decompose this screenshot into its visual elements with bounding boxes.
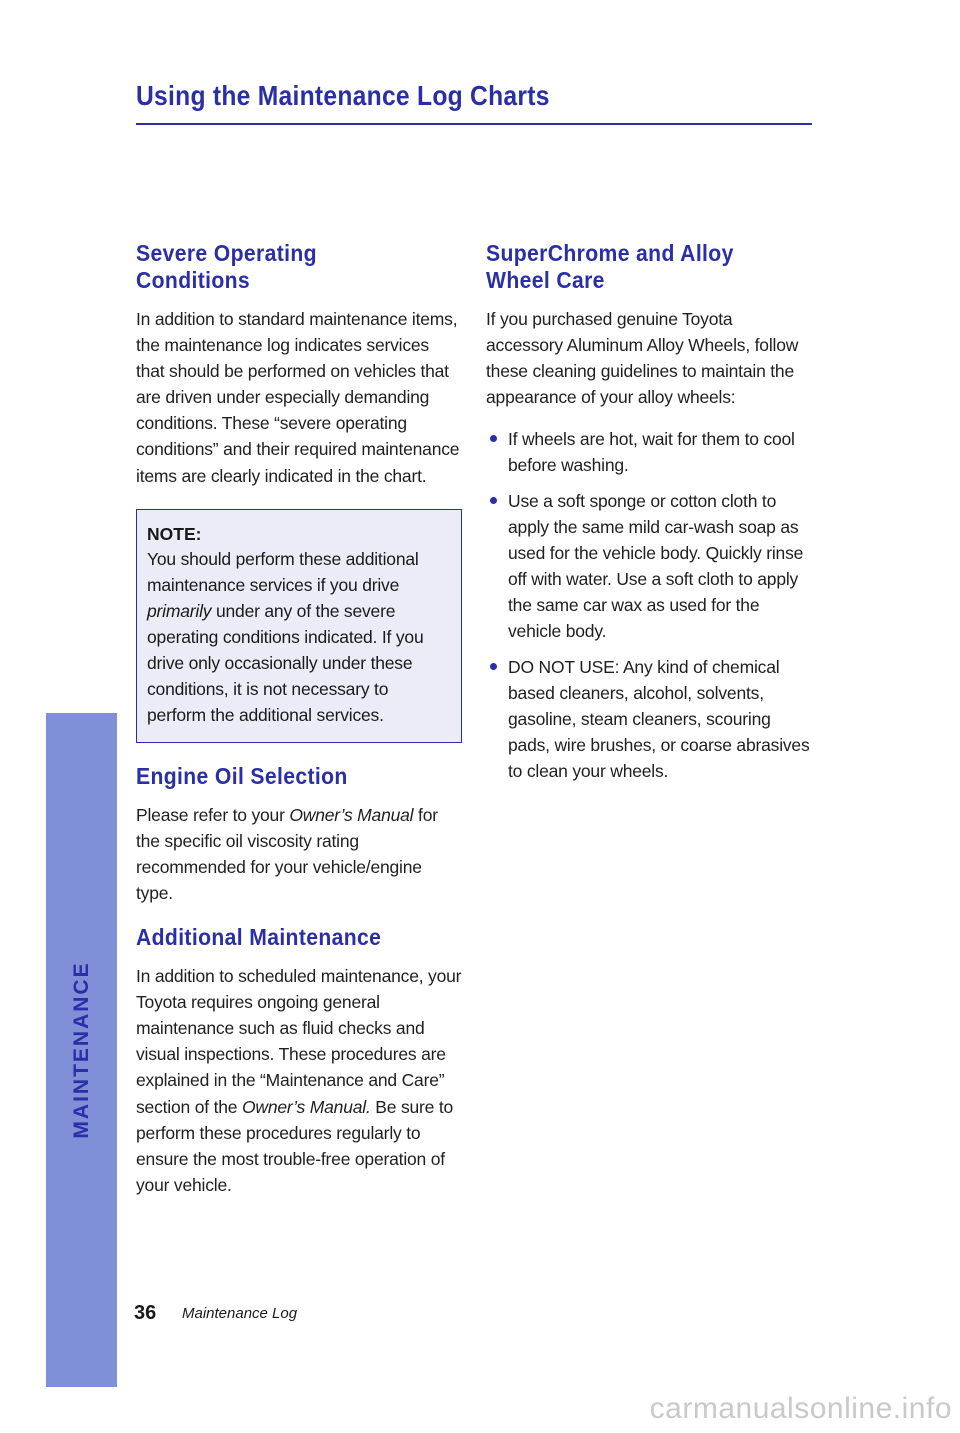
bullet-icon (490, 435, 497, 442)
wheel-care-list (486, 426, 812, 784)
list-item-text: If wheels are hot, wait for them to cool before washing. (508, 429, 795, 476)
engine-oil-text-end: for the specific oil viscosity rating recommended for your vehicle/engine type. (136, 804, 438, 903)
note-text-start: You should perform these additional maintenance services if you drive (147, 548, 419, 595)
list-item-text: DO NOT USE: Any kind of chemical based cleaners, alcohol, solvents, gasoline, steam cleaners, scouring pads, wire brushes, or coarse abrasives to clean your wheels. (508, 657, 810, 782)
list-item (486, 426, 812, 478)
list-item (486, 654, 812, 784)
severe-conditions-text: In addition to standard maintenance items, the maintenance log indicates services that should be performed on vehicles that are driven under especially demanding conditions. These “severe operating conditions” and their required maintenance items are clearly indicated in the chart. (136, 309, 460, 486)
page-number: 36 (134, 1302, 157, 1324)
right-column (486, 240, 812, 794)
side-tab-label: MAINTENANCE (70, 961, 93, 1139)
wheel-care-heading: SuperChrome and Alloy Wheel Care (486, 240, 734, 293)
watermark: carmanualsonline.info (649, 1392, 952, 1425)
bullet-icon (490, 497, 497, 504)
title-divider (136, 123, 812, 125)
list-item (486, 488, 812, 644)
engine-oil-text-start: Please refer to your (136, 804, 290, 825)
page-title: Using the Maintenance Log Charts (136, 80, 550, 111)
engine-oil-text (136, 802, 462, 906)
note-label: NOTE: (147, 523, 202, 544)
footer-label: Maintenance Log (182, 1305, 298, 1322)
bullet-icon (490, 663, 497, 670)
left-column (136, 240, 462, 1198)
wheel-care-intro: If you purchased genuine Toyota accessory Aluminum Alloy Wheels, follow these cleaning guidelines to maintain the appearance of your alloy wheels: (486, 309, 799, 408)
list-item-text: Use a soft sponge or cotton cloth to apply the same mild car-wash soap as used for the vehicle body. Quickly rinse off with water. Use a soft cloth to apply the same car wax as used for the vehicle body. (508, 491, 804, 642)
owners-manual-reference: Owner’s Manual (289, 804, 414, 825)
note-box (136, 509, 462, 743)
additional-maintenance-heading: Additional Maintenance (136, 924, 382, 951)
note-text (147, 546, 451, 728)
note-text-end: under any of the severe operating conditions indicated. If you drive only occasionally under these conditions, it is not necessary to perform the additional services. (147, 600, 424, 725)
additional-maintenance-text (136, 963, 462, 1198)
additional-text-start: In addition to scheduled maintenance, your Toyota requires ongoing general maintenance such as fluid checks and visual inspections. These procedures are explained in the “Maintenance and Care” section of the (136, 966, 462, 1117)
note-emphasis: primarily (147, 600, 212, 621)
owners-manual-reference: Owner’s Manual. (241, 1096, 371, 1117)
additional-text-end: Be sure to perform these procedures regularly to ensure the most trouble-free operation of your vehicle. (136, 1096, 454, 1195)
severe-conditions-heading: Severe Operating Conditions (136, 240, 317, 293)
engine-oil-heading: Engine Oil Selection (136, 762, 348, 789)
